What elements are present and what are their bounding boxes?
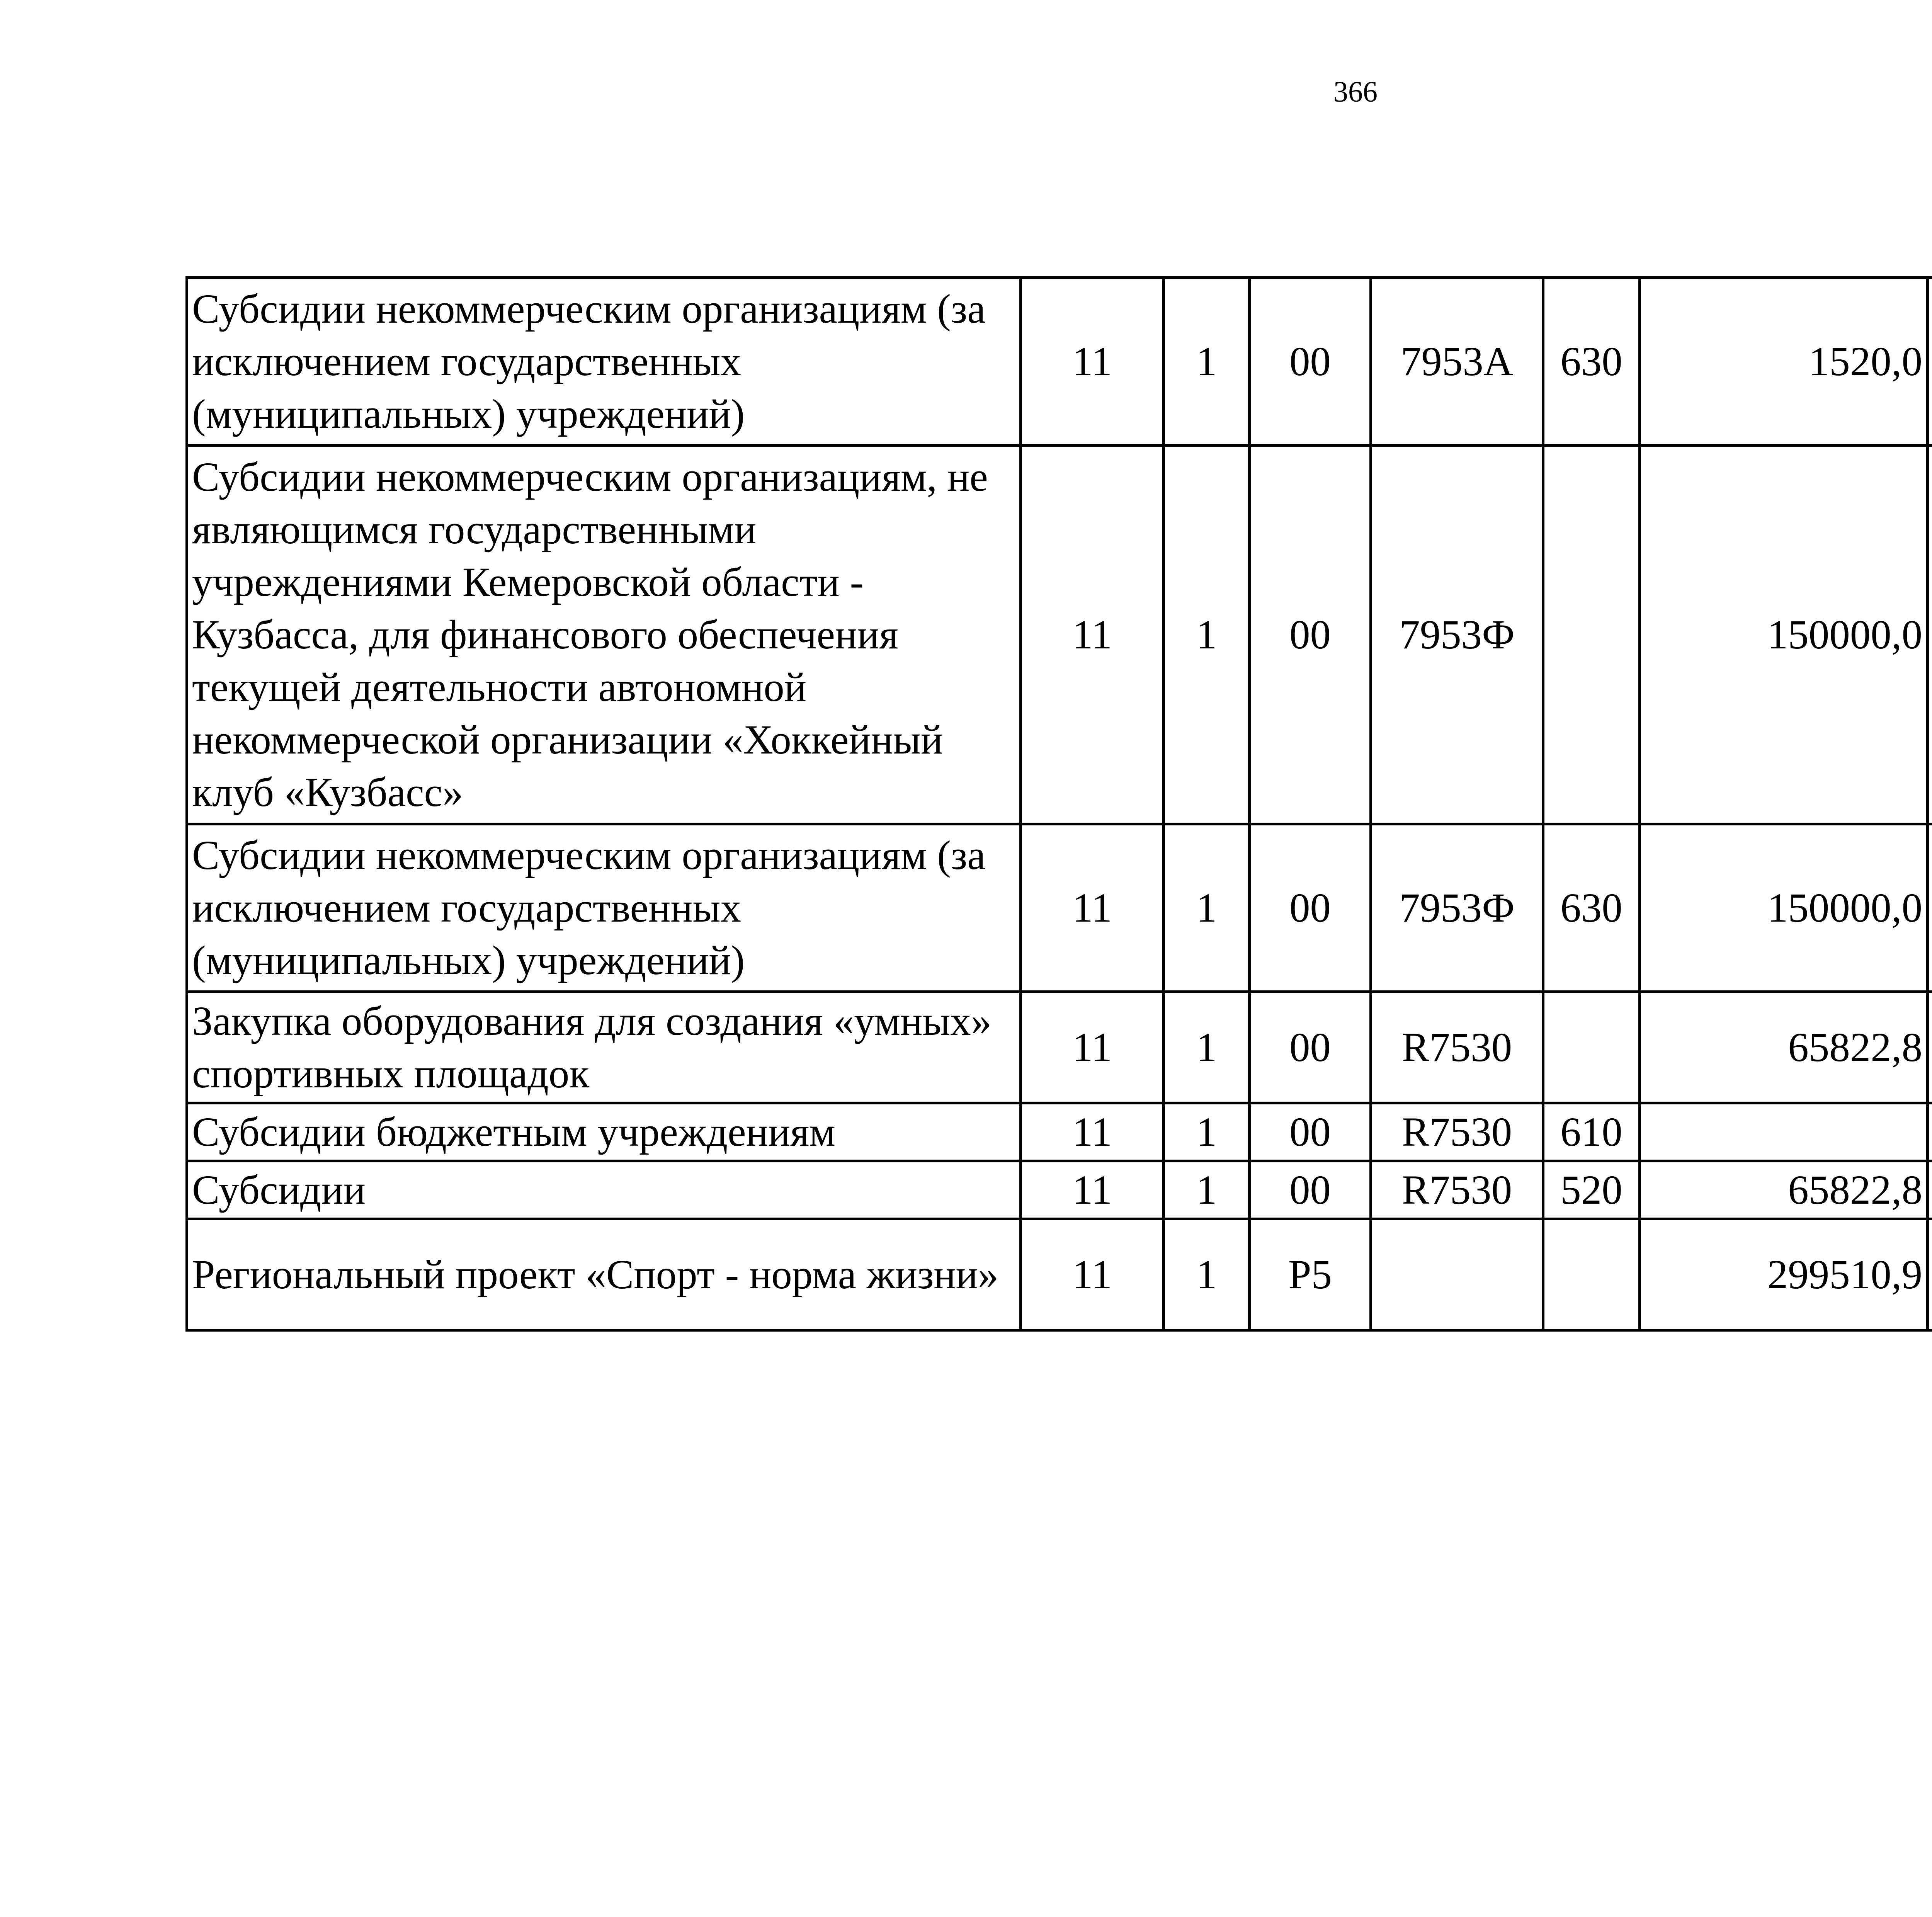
row-description: Субсидии некоммерческим организациям (за исключением государственных (муниципальных) учреждений) (187, 278, 1021, 446)
table-row (187, 1219, 1932, 1330)
direction-code: R7530 (1371, 1161, 1543, 1219)
expense-type-code: 610 (1543, 1103, 1640, 1161)
subsection-code: 1 (1164, 992, 1250, 1103)
row-description: Субсидии некоммерческим организациям (за исключением государственных (муниципальных) учреждений) (187, 824, 1021, 992)
sum-year-2 (1928, 992, 1932, 1103)
subsection-code: 1 (1164, 278, 1250, 446)
program-code: 00 (1250, 824, 1371, 992)
sum-year-1: 150000,0 (1640, 446, 1928, 824)
direction-code: 7953Ф (1371, 824, 1543, 992)
section-code: 11 (1021, 992, 1164, 1103)
program-code: 00 (1250, 1161, 1371, 1219)
direction-code: 7953А (1371, 278, 1543, 446)
program-code: 00 (1250, 1103, 1371, 1161)
sum-year-2 (1928, 278, 1932, 446)
direction-code: R7530 (1371, 992, 1543, 1103)
direction-code: 7953Ф (1371, 446, 1543, 824)
section-code: 11 (1021, 446, 1164, 824)
table-row (187, 1103, 1932, 1161)
row-description: Субсидии (187, 1161, 1021, 1219)
expense-type-code: 630 (1543, 278, 1640, 446)
sum-year-1: 299510,9 (1640, 1219, 1928, 1330)
table-row (187, 824, 1932, 992)
row-description: Субсидии некоммерческим организациям, не являющимся государственными учреждениями Кемеровской области - Кузбасса, для финансового обеспечения текущей деятельности автономной некоммерческой организации «Хоккейный клуб «Кузбасс» (187, 446, 1021, 824)
sum-year-1: 65822,8 (1640, 1161, 1928, 1219)
expense-type-code (1543, 446, 1640, 824)
row-description: Субсидии бюджетным учреждениям (187, 1103, 1021, 1161)
sum-year-1 (1640, 1103, 1928, 1161)
program-code: 00 (1250, 278, 1371, 446)
sum-year-2 (1928, 1161, 1932, 1219)
sum-year-1: 65822,8 (1640, 992, 1928, 1103)
table-row (187, 1161, 1932, 1219)
subsection-code: 1 (1164, 824, 1250, 992)
program-code: 00 (1250, 992, 1371, 1103)
direction-code: R7530 (1371, 1103, 1543, 1161)
sum-year-2 (1928, 824, 1932, 992)
expense-type-code: 630 (1543, 824, 1640, 992)
expense-type-code (1543, 1219, 1640, 1330)
program-code: Р5 (1250, 1219, 1371, 1330)
subsection-code: 1 (1164, 1219, 1250, 1330)
program-code: 00 (1250, 446, 1371, 824)
subsection-code: 1 (1164, 1161, 1250, 1219)
subsection-code: 1 (1164, 1103, 1250, 1161)
sum-year-2 (1928, 1103, 1932, 1161)
sum-year-2 (1928, 446, 1932, 824)
section-code: 11 (1021, 1161, 1164, 1219)
row-description: Региональный проект «Спорт - норма жизни» (187, 1219, 1021, 1330)
sum-year-1: 1520,0 (1640, 278, 1928, 446)
page-number: 366 (1333, 76, 1378, 108)
direction-code (1371, 1219, 1543, 1330)
table-row (187, 446, 1932, 824)
section-code: 11 (1021, 1103, 1164, 1161)
expense-type-code: 520 (1543, 1161, 1640, 1219)
subsection-code: 1 (1164, 446, 1250, 824)
section-code: 11 (1021, 278, 1164, 446)
table-row (187, 278, 1932, 446)
section-code: 11 (1021, 1219, 1164, 1330)
table-row (187, 992, 1932, 1103)
sum-year-2 (1928, 1219, 1932, 1330)
sum-year-1: 150000,0 (1640, 824, 1928, 992)
budget-table (185, 276, 1932, 1332)
row-description: Закупка оборудования для создания «умных» спортивных площадок (187, 992, 1021, 1103)
expense-type-code (1543, 992, 1640, 1103)
section-code: 11 (1021, 824, 1164, 992)
